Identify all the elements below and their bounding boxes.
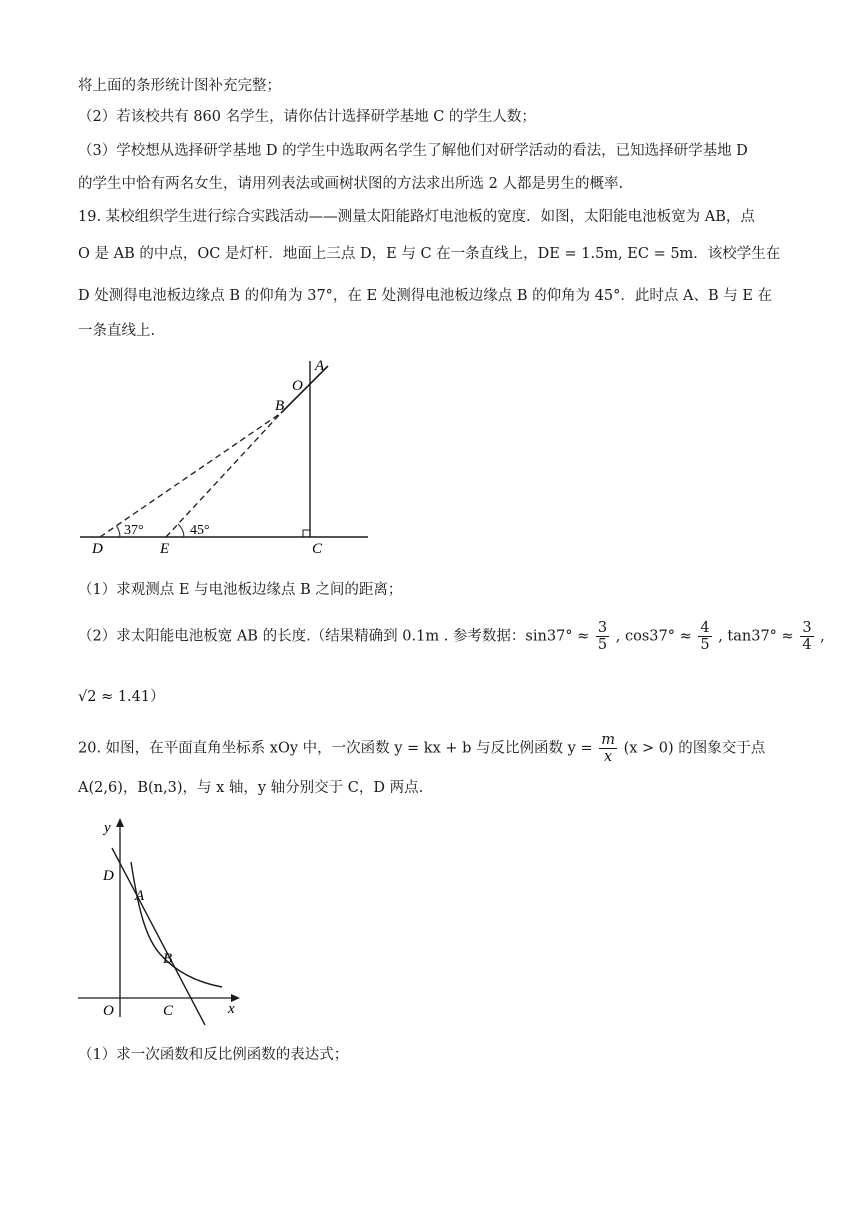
q19-figure: [70, 352, 380, 562]
q19-part-2: [78, 620, 825, 653]
sin-numerator: 3: [597, 620, 608, 636]
cos-text: , cos37° ≈: [615, 628, 692, 645]
cos-numerator: 4: [700, 620, 710, 636]
angle-label-37: 37°: [124, 523, 144, 538]
cos-denominator: 5: [700, 637, 710, 653]
top-line-1: 将上面的条形统计图补充完整；: [78, 78, 281, 94]
tan-denominator: 4: [802, 637, 812, 653]
q20-text-a: 20. 如图，在平面直角坐标系 xOy 中，一次函数 y = kx + b 与反比例函数 y =: [78, 740, 593, 757]
m-over-x-fraction: [599, 732, 617, 765]
q20-line-2: A(2,6)，B(n,3)，与 x 轴，y 轴分别交于 C，D 两点.: [78, 780, 424, 796]
q20-line-1: [78, 732, 790, 765]
axis-label-x: x: [228, 1001, 235, 1017]
label-d: D: [92, 541, 103, 557]
label-a: A: [135, 888, 145, 904]
comma: ,: [820, 628, 825, 645]
hyperbola-curve: [131, 862, 222, 987]
q19-part-2-text: （2）求太阳能电池板宽 AB 的长度.（结果精确到 0.1m . 参考数据：sin37° ≈: [78, 628, 590, 645]
angle-arc-d: [117, 526, 121, 537]
tan-numerator: 3: [802, 620, 812, 636]
sin-denominator: 5: [597, 637, 608, 653]
tan-text: , tan37° ≈: [718, 628, 794, 645]
q19-part-2-sqrt: √2 ≈ 1.41）: [78, 689, 165, 705]
angle-label-45: 45°: [190, 523, 210, 538]
q20-text-b: (x > 0) 的图象交于点: [623, 740, 766, 757]
q19-line-2: O 是 AB 的中点，OC 是灯杆．地面上三点 D，E 与 C 在一条直线上，DE = 1.5m, EC = 5m．该校学生在: [78, 246, 781, 262]
right-angle-mark: [303, 530, 310, 537]
label-d: D: [103, 868, 114, 884]
y-axis-arrow: [116, 818, 124, 827]
frac-denominator: x: [603, 749, 613, 765]
label-c: C: [312, 541, 323, 557]
label-c: C: [163, 1003, 174, 1019]
label-origin: O: [103, 1003, 114, 1019]
sin-fraction: [596, 620, 609, 653]
q20-figure: [70, 812, 250, 1028]
frac-numerator: m: [601, 732, 615, 748]
cos-fraction: [698, 620, 711, 653]
sightline-db: [100, 413, 281, 537]
top-line-3: （3）学校想从选择研学基地 D 的学生中选取两名学生了解他们对研学活动的看法，已知选择研学基地 D: [78, 143, 748, 159]
angle-arc-e: [178, 524, 184, 537]
tan-fraction: [800, 620, 813, 653]
label-b: B: [163, 951, 173, 967]
top-line-2: （2）若该校共有 860 名学生，请你估计选择研学基地 C 的学生人数；: [78, 109, 536, 125]
q19-line-3: D 处测得电池板边缘点 B 的仰角为 37°，在 E 处测得电池板边缘点 B 的仰角为 45°．此时点 A、B 与 E 在: [78, 288, 773, 304]
label-b: B: [275, 398, 285, 414]
label-a: A: [315, 358, 325, 374]
q19-line-4: 一条直线上.: [78, 323, 156, 339]
q20-part-1: （1）求一次函数和反比例函数的表达式；: [78, 1047, 349, 1063]
q19-part-1: （1）求观测点 E 与电池板边缘点 B 之间的距离；: [78, 582, 403, 598]
sightline-eb: [166, 413, 281, 537]
label-e: E: [160, 541, 170, 557]
top-line-4: 的学生中恰有两名女生，请用列表法或画树状图的方法求出所选 2 人都是男生的概率.: [78, 176, 624, 192]
q19-line-1: 19. 某校组织学生进行综合实践活动——测量太阳能路灯电池板的宽度．如图，太阳能电池板宽为 AB，点: [78, 209, 755, 225]
label-o: O: [292, 378, 303, 394]
axis-label-y: y: [104, 820, 111, 836]
